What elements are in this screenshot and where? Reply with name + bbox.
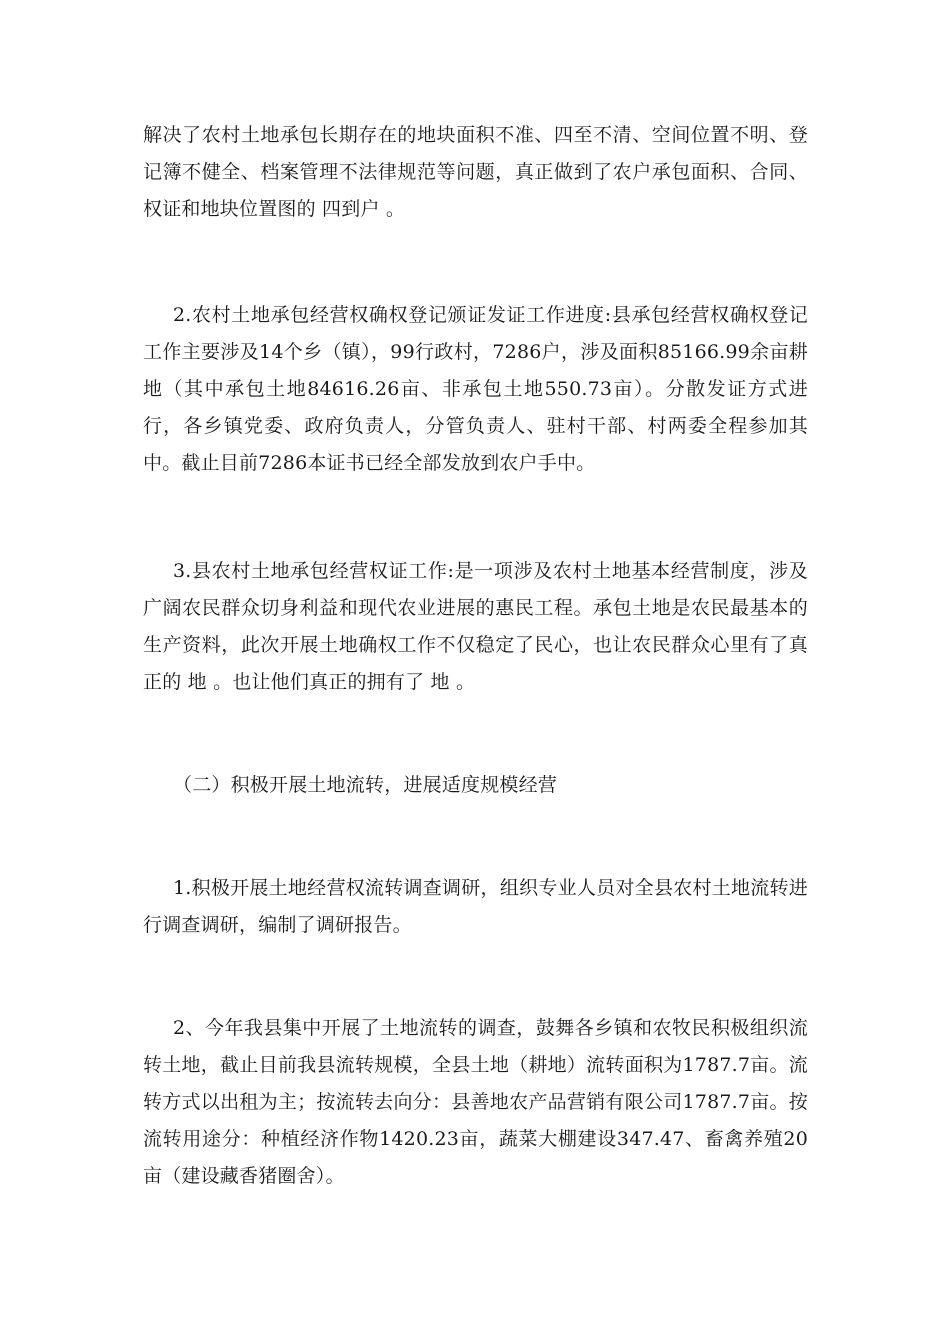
paragraph-land-contract-issues: 解决了农村土地承包长期存在的地块面积不准、四至不清、空间位置不明、登记簿不健全、档案管理不法律规范等问题，真正做到了农户承包面积、合同、权证和地块位置图的 四到户 。 [143,124,808,220]
paragraph-transfer-scale: 2、今年我县集中开展了土地流转的调查，鼓舞各乡镇和农牧民积极组织流转土地，截止目前我县流转规模，全县土地（耕地）流转面积为1787.7亩。流转方式以出租为主；按流转去向分：县善地农产品营销有限公司1787.7亩。按流转用途分：种植经济作物1420.23亩，蔬菜大棚建设347.47、畜禽养殖20亩（建设藏香猪圈舍）。 [143,1017,808,1187]
section-heading-land-transfer: （二）积极开展土地流转，进展适度规模经营 [173,774,558,796]
paragraph-transfer-survey: 1.积极开展土地经营权流转调查调研，组织专业人员对全县农村土地流转进行调查调研，编制了调研报告。 [143,877,808,936]
paragraph-certificate-work: 3.县农村土地承包经营权证工作:是一项涉及农村土地基本经营制度，涉及广阔农民群众切身利益和现代农业进展的惠民工程。承包土地是农民最基本的生产资料，此次开展土地确权工作不仅稳定了民心，也让农民群众心里有了真正的 地 。也让他们真正的拥有了 地 。 [143,560,808,693]
paragraph-certificate-progress: 2.农村土地承包经营权确权登记颁证发证工作进度:县承包经营权确权登记工作主要涉及14个乡（镇），99行政村，7286户，涉及面积85166.99余亩耕地（其中承包土地84616.26亩、非承包土地550.73亩）。分散发证方式进行，各乡镇党委、政府负责人，分管负责人、驻村干部、村两委全程参加其中。截止目前7286本证书已经全部发放到农户手中。 [143,304,808,474]
